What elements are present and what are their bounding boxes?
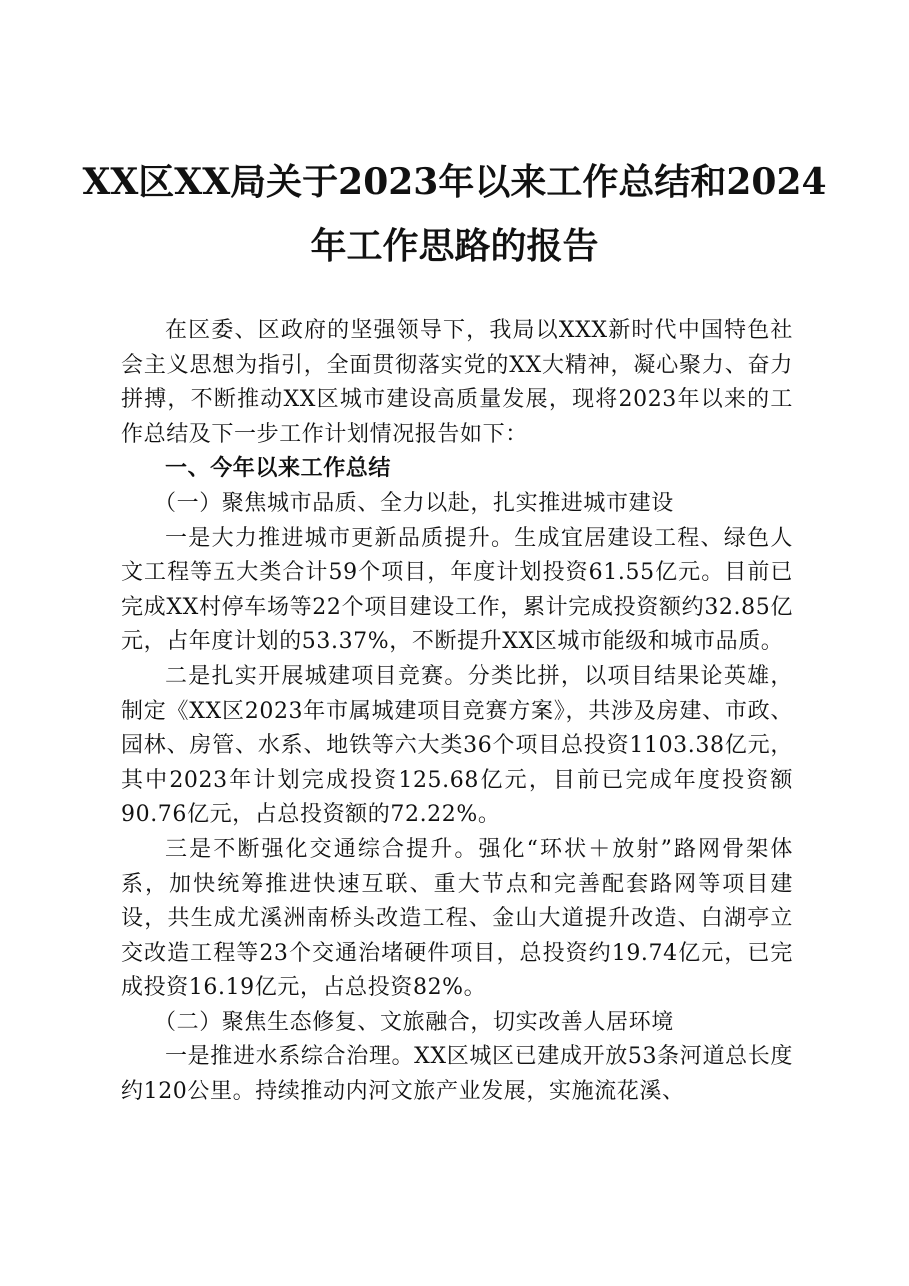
paragraph-water-governance: 一是推进水系综合治理。XX区城区已建成开放53条河道总长度约120公里。持续推动内河文旅产业发展，实施流花溪、 — [121, 1044, 793, 1105]
subsection-heading-2: （二）聚焦生态修复、文旅融合，切实改善人居环境 — [154, 1009, 674, 1035]
document-body — [121, 314, 793, 1110]
paragraph-traffic-improvement: 三是不断强化交通综合提升。强化“环状＋放射”路网骨架体系，加快统筹推进快速互联、重大节点和完善配套路网等项目建设，共生成尤溪洲南桥头改造工程、金山大道提升改造、白湖亭立交改造工程等23个交通治堵硬件项目，总投资约19.74亿元，已完成投资16.19亿元，占总投资82%。 — [121, 836, 793, 1001]
subsection-heading-1: （一）聚焦城市品质、全力以赴，扎实推进城市建设 — [154, 490, 674, 516]
paragraph-urban-renewal: 一是大力推进城市更新品质提升。生成宜居建设工程、绿色人文工程等五大类合计59个项目，年度计划投资61.55亿元。目前已完成XX村停车场等22个项目建设工作，累计完成投资额约32.85亿元，占年度计划的53.37%，不断提升XX区城市能级和城市品质。 — [121, 525, 793, 655]
section-heading-1: 一、今年以来工作总结 — [165, 456, 392, 482]
document-title-line2: 年工作思路的报告 — [310, 225, 599, 267]
intro-paragraph: 在区委、区政府的坚强领导下，我局以XXX新时代中国特色社会主义思想为指引，全面贯彻落实党的XX大精神，凝心聚力、奋力拼搏，不断推动XX区城市建设高质量发展，现将2023年以来的工作总结及下一步工作计划情况报告如下： — [121, 318, 793, 447]
paragraph-project-competition: 二是扎实开展城建项目竞赛。分类比拼，以项目结果论英雄，制定《XX区2023年市属城建项目竞赛方案》，共涉及房建、市政、园林、房管、水系、地铁等六大类36个项目总投资1103.38亿元，其中2023年计划完成投资125.68亿元，目前已完成年度投资额90.76亿元，占总投资额的72.22%。 — [121, 663, 793, 828]
document-title-line1: XX区XX局关于2023年以来工作总结和2024 — [82, 161, 827, 203]
